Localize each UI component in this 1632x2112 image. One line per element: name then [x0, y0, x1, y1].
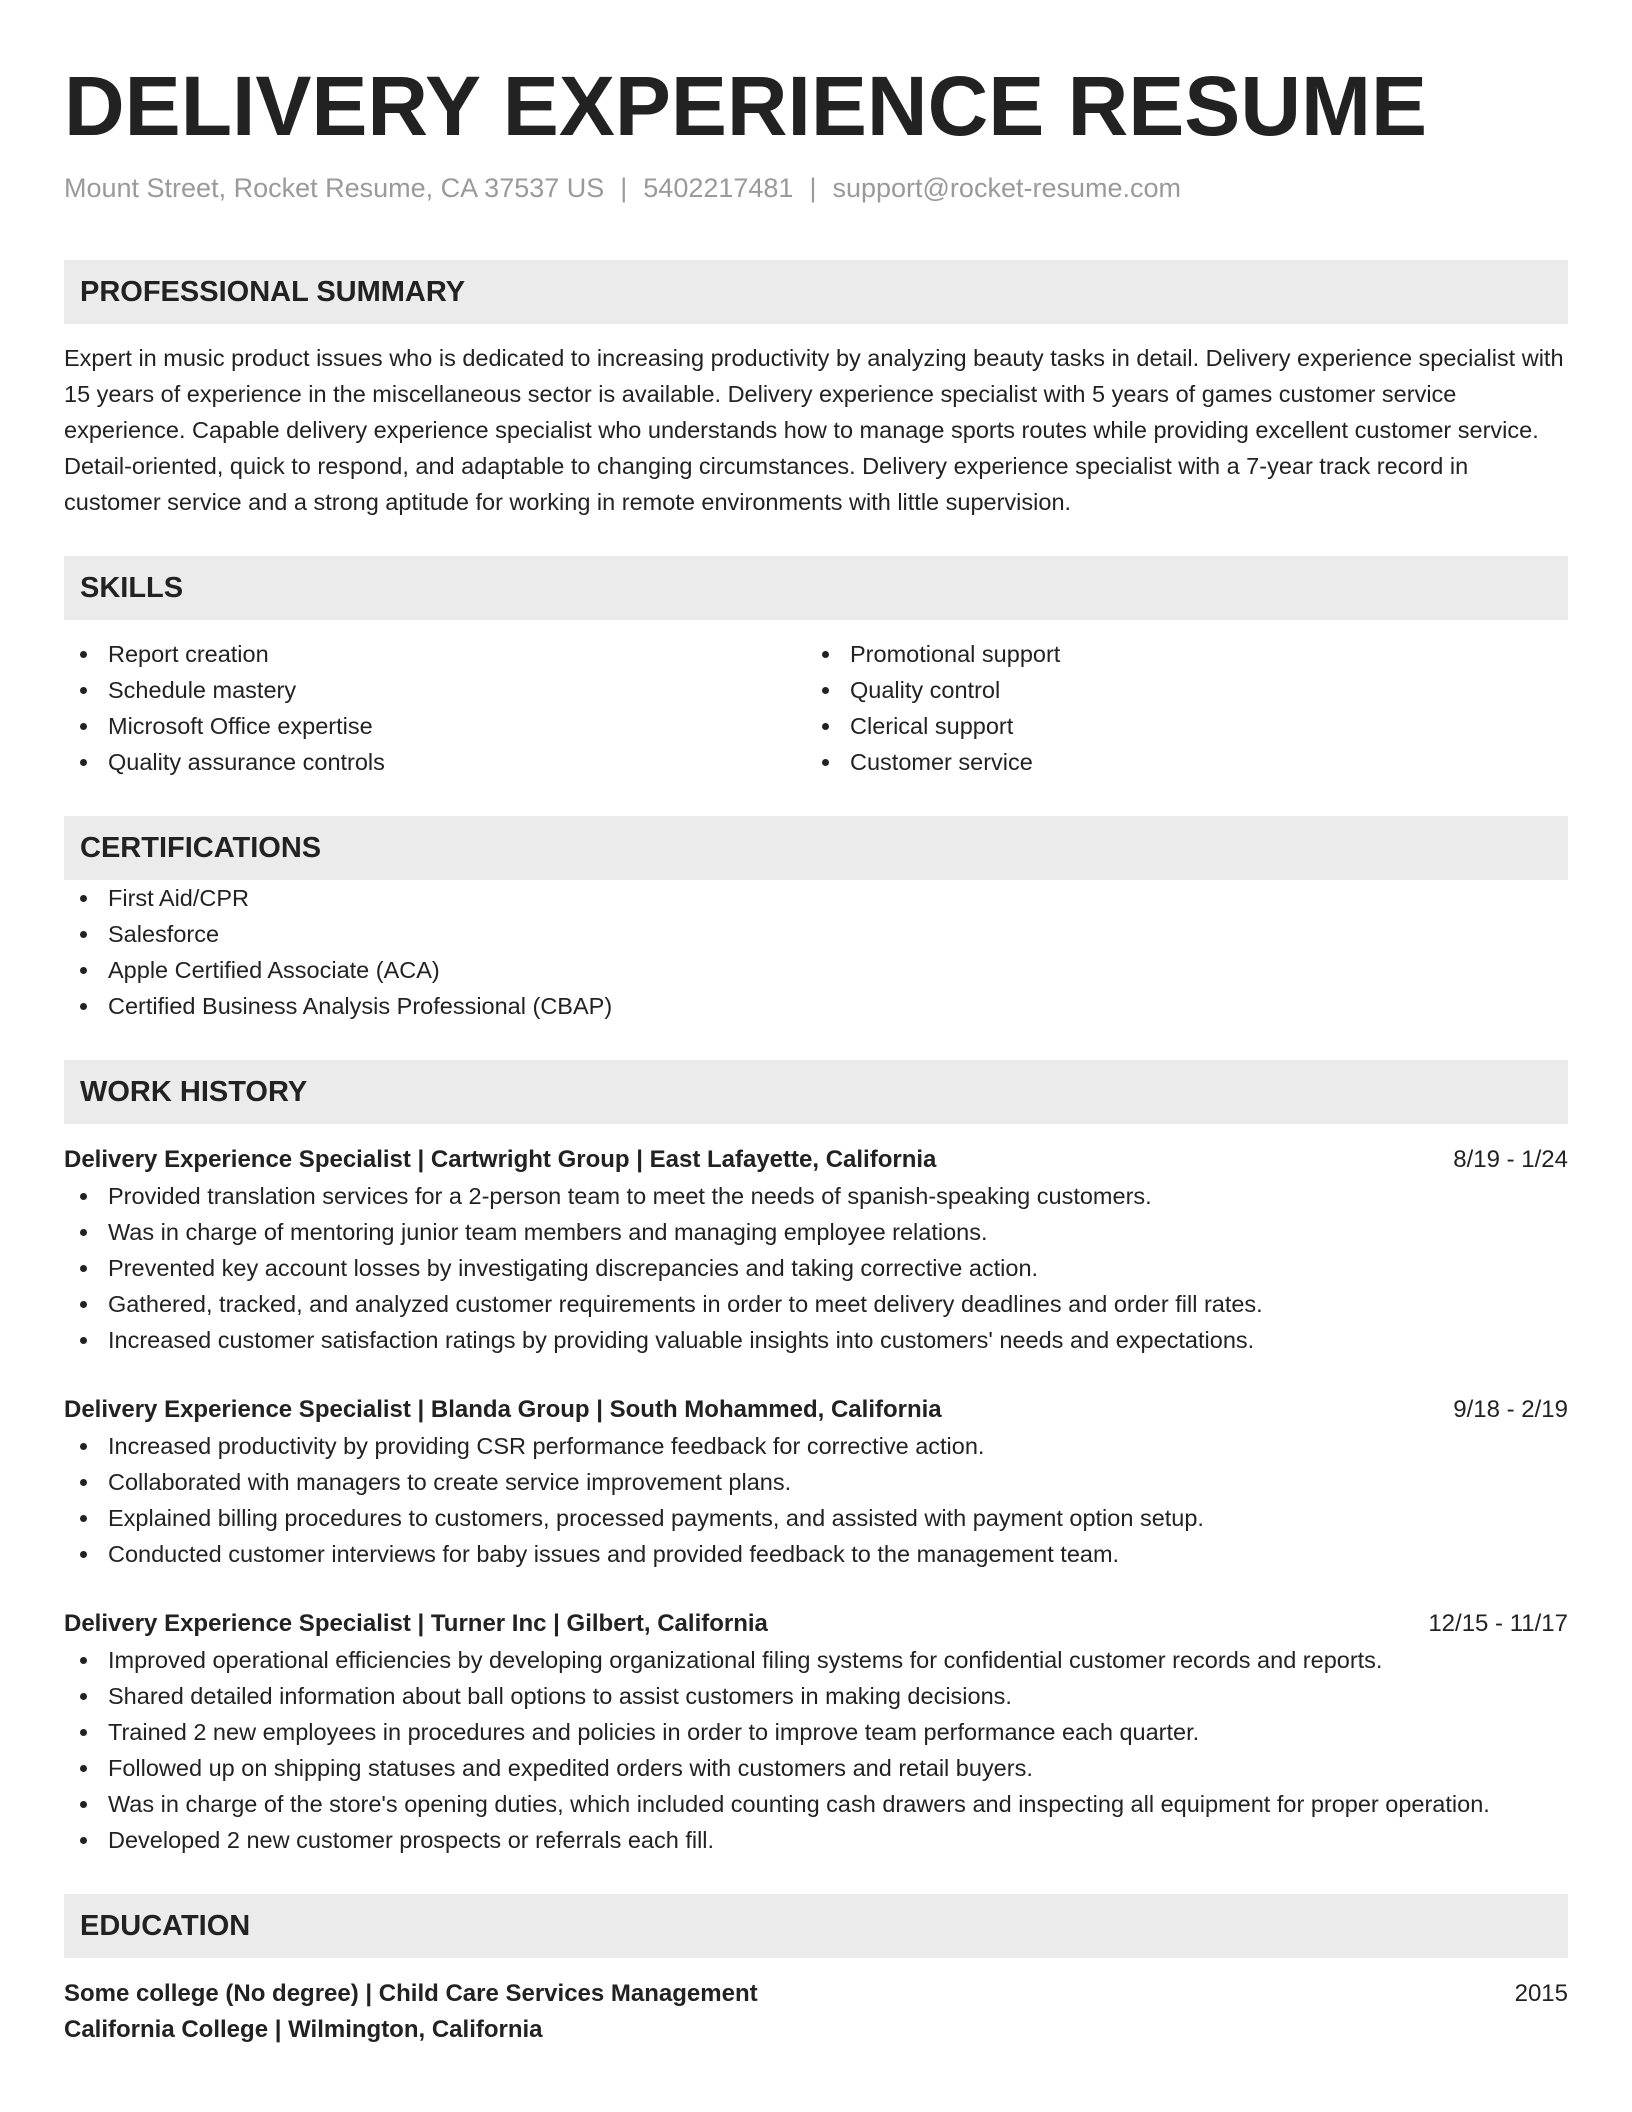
skills-column-left [64, 636, 806, 780]
job-bullet: Increased customer satisfaction ratings by providing valuable insights into customers' needs and expectations. [64, 1322, 1568, 1358]
contact-phone: 5402217481 [643, 173, 794, 203]
skill-item: Promotional support [806, 636, 1548, 672]
contact-line [64, 170, 1568, 206]
job-bullet: Explained billing procedures to customers, processed payments, and assisted with payment option setup. [64, 1500, 1568, 1536]
job-bullet: Was in charge of the store's opening duties, which included counting cash drawers and inspecting all equipment for proper operation. [64, 1786, 1568, 1822]
skill-item: Clerical support [806, 708, 1548, 744]
job-title: Delivery Experience Specialist | Blanda Group | South Mohammed, California [64, 1396, 942, 1423]
job-header [64, 1606, 1568, 1642]
certification-item: First Aid/CPR [64, 880, 1568, 916]
resume-title: DELIVERY EXPERIENCE RESUME [64, 59, 1427, 153]
contact-email: support@rocket-resume.com [832, 173, 1181, 203]
contact-separator: | [620, 173, 628, 203]
education-heading: EDUCATION [64, 1894, 1568, 1958]
job-bullets [64, 1642, 1568, 1858]
contact-address: Mount Street, Rocket Resume, CA 37537 US [64, 173, 605, 203]
job-bullet: Conducted customer interviews for baby issues and provided feedback to the management team. [64, 1536, 1568, 1572]
job-bullet: Provided translation services for a 2-person team to meet the needs of spanish-speaking customers. [64, 1178, 1568, 1214]
job-bullet: Improved operational efficiencies by developing organizational filing systems for confidential customer records and reports. [64, 1642, 1568, 1678]
job-bullet: Gathered, tracked, and analyzed customer requirements in order to meet delivery deadlines and order fill rates. [64, 1286, 1568, 1322]
certifications-heading: CERTIFICATIONS [64, 816, 1568, 880]
job-bullet: Shared detailed information about ball options to assist customers in making decisions. [64, 1678, 1568, 1714]
job-bullet: Prevented key account losses by investigating discrepancies and taking corrective action. [64, 1250, 1568, 1286]
job-bullets [64, 1428, 1568, 1572]
job-bullet: Developed 2 new customer prospects or referrals each fill. [64, 1822, 1568, 1858]
skill-item: Quality assurance controls [64, 744, 806, 780]
skill-item: Microsoft Office expertise [64, 708, 806, 744]
education-year: 2015 [1514, 1980, 1568, 2007]
skills-column-right [806, 636, 1548, 780]
summary-text: Expert in music product issues who is dedicated to increasing productivity by analyzing beauty tasks in detail. Delivery experience specialist with 15 years of experience in the miscellaneous sector is available. Delivery experience specialist with 5 years of games customer service experience. Capable delivery experience specialist who understands how to manage sports routes while providing excellent customer service. Detail-oriented, quick to respond, and adaptable to changing circumstances. Delivery experience specialist with a 7-year track record in customer service and a strong aptitude for working in remote environments with little supervision. [64, 345, 1564, 515]
certification-item: Salesforce [64, 916, 1568, 952]
education-school: California College | Wilmington, California [64, 2016, 543, 2043]
job-bullet: Increased productivity by providing CSR performance feedback for corrective action. [64, 1428, 1568, 1464]
summary-heading: PROFESSIONAL SUMMARY [64, 260, 1568, 324]
job-bullet: Was in charge of mentoring junior team members and managing employee relations. [64, 1214, 1568, 1250]
work-history-heading: WORK HISTORY [64, 1060, 1568, 1124]
education-degree: Some college (No degree) | Child Care Services Management [64, 1980, 758, 2007]
job-title: Delivery Experience Specialist | Cartwright Group | East Lafayette, California [64, 1146, 937, 1173]
skill-item: Report creation [64, 636, 806, 672]
certification-item: Apple Certified Associate (ACA) [64, 952, 1568, 988]
education-header [64, 1976, 1568, 2012]
job-title: Delivery Experience Specialist | Turner Inc | Gilbert, California [64, 1610, 768, 1637]
job-dates: 8/19 - 1/24 [1453, 1146, 1568, 1173]
skill-item: Schedule mastery [64, 672, 806, 708]
job-bullet: Collaborated with managers to create service improvement plans. [64, 1464, 1568, 1500]
certifications-list [64, 880, 1568, 1024]
job-bullet: Trained 2 new employees in procedures and policies in order to improve team performance each quarter. [64, 1714, 1568, 1750]
skill-item: Quality control [806, 672, 1548, 708]
skills-list [64, 636, 1568, 780]
contact-separator: | [809, 173, 817, 203]
job-dates: 12/15 - 11/17 [1428, 1610, 1568, 1637]
skills-heading: SKILLS [64, 556, 1568, 620]
job-header [64, 1392, 1568, 1428]
certification-item: Certified Business Analysis Professional (CBAP) [64, 988, 1568, 1024]
job-header [64, 1142, 1568, 1178]
job-dates: 9/18 - 2/19 [1453, 1396, 1568, 1423]
job-bullet: Followed up on shipping statuses and expedited orders with customers and retail buyers. [64, 1750, 1568, 1786]
resume-page [64, 0, 1568, 2048]
skill-item: Customer service [806, 744, 1548, 780]
job-bullets [64, 1178, 1568, 1358]
